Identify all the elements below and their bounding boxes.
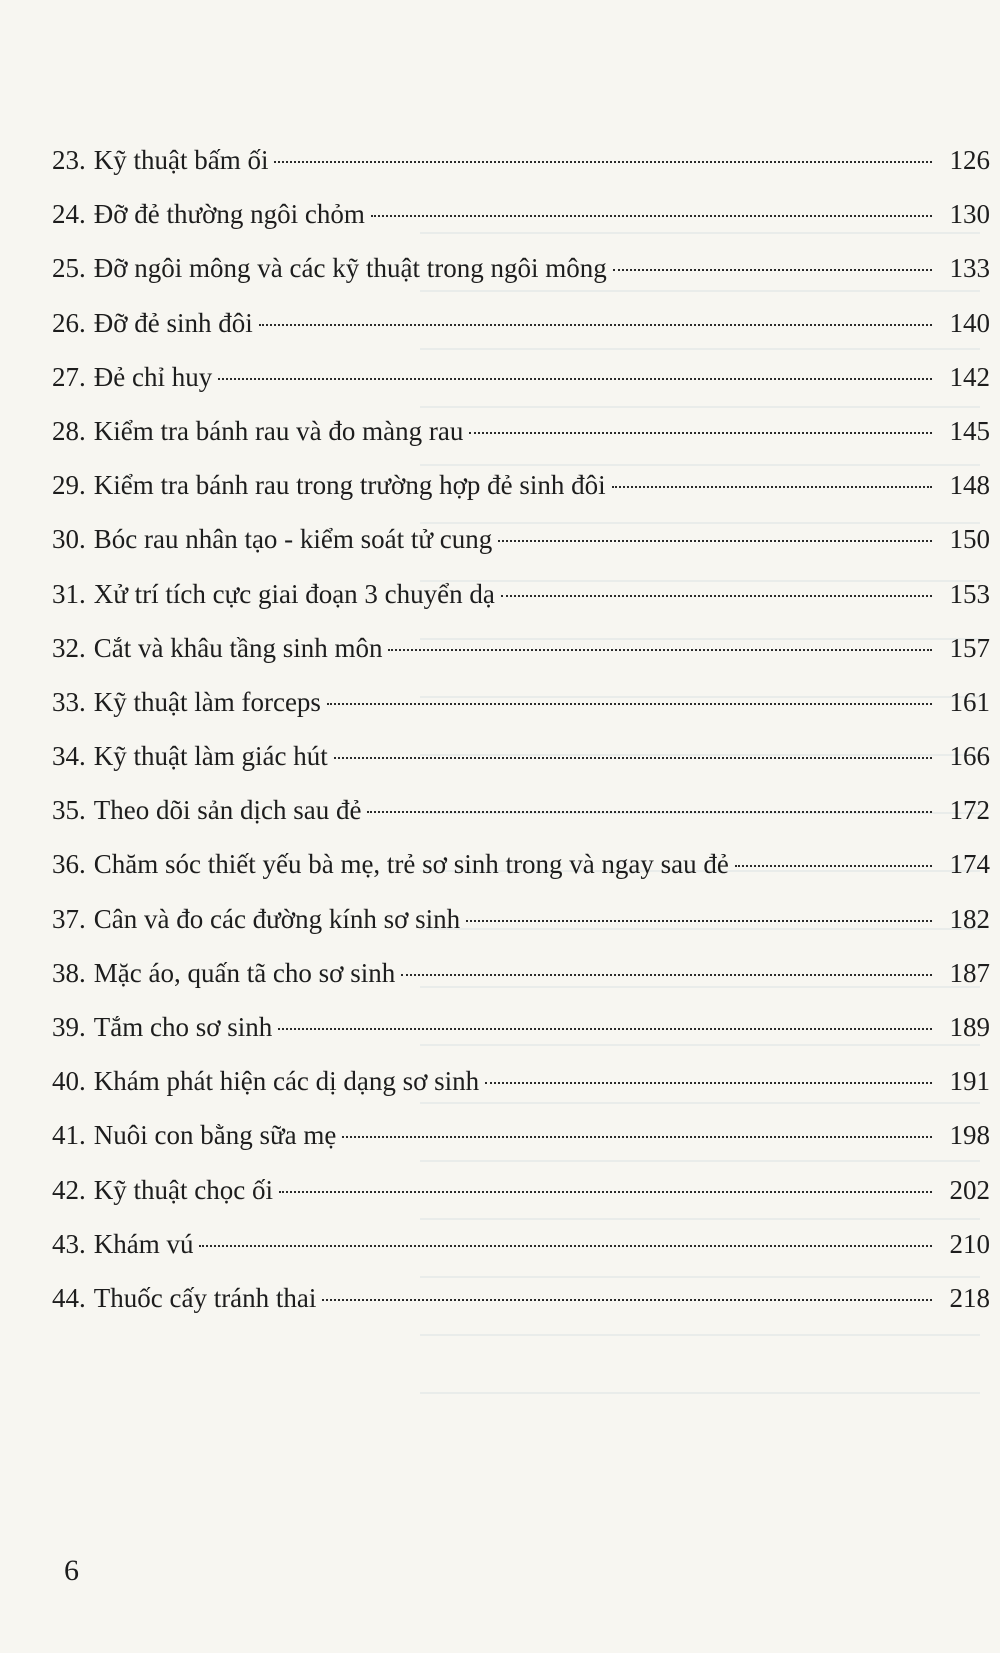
toc-entry-number: 37. [52, 903, 86, 934]
toc-entry [52, 740, 990, 794]
toc-entry [52, 1282, 990, 1336]
toc-entry [52, 361, 990, 415]
toc-entry-page: 133 [949, 253, 990, 284]
toc-entry [52, 523, 990, 577]
toc-entry-title: Xử trí tích cực giai đoạn 3 chuyển dạ [93, 578, 495, 609]
toc-entry-page: 126 [949, 145, 990, 175]
toc-entry-title: Kỹ thuật bấm ối [93, 145, 269, 175]
toc-entry-number: 44. [52, 1282, 86, 1313]
toc-entry-number: 36. [52, 849, 86, 880]
toc-entry [52, 1011, 990, 1065]
toc-entry-title: Bóc rau nhân tạo - kiểm soát tử cung [93, 524, 493, 555]
toc-entry [52, 1174, 990, 1228]
toc-entry-title: Đẻ chỉ huy [93, 361, 213, 392]
toc-entry-number: 33. [52, 686, 86, 717]
toc-entry-number: 24. [52, 199, 86, 230]
toc-dot-leader [735, 865, 932, 867]
toc-entry [52, 144, 990, 198]
toc-entry [52, 198, 990, 252]
toc-dot-leader [485, 1082, 932, 1084]
toc-entry-title: Đỡ ngôi mông và các kỹ thuật trong ngôi mông [93, 253, 607, 284]
toc-entry-page: 157 [949, 632, 990, 663]
toc-dot-leader [371, 215, 932, 217]
toc-entry-page: 145 [949, 415, 990, 446]
toc-entry-page: 130 [949, 199, 990, 230]
toc-entry [52, 1228, 990, 1282]
toc-entry [52, 1065, 990, 1119]
toc-entry-title: Kỹ thuật làm giác hút [93, 741, 328, 772]
toc-entry-page: 182 [949, 903, 990, 934]
toc-entry-page: 172 [949, 795, 990, 826]
toc-entry [52, 469, 990, 523]
toc-entry-page: 189 [949, 1012, 990, 1042]
toc-dot-leader [498, 540, 932, 542]
toc-entry [52, 794, 990, 848]
toc-entry [52, 957, 990, 1011]
toc-entry [52, 415, 990, 469]
toc-dot-leader [401, 974, 932, 976]
toc-entry-number: 35. [52, 795, 86, 826]
toc-entry-title: Đỡ đẻ thường ngôi chỏm [93, 199, 365, 230]
toc-entry [52, 848, 990, 902]
toc-entry [52, 632, 990, 686]
toc-entry-title: Nuôi con bằng sữa mẹ [93, 1120, 337, 1151]
toc-entry [52, 1119, 990, 1173]
toc-entry [52, 307, 990, 361]
toc-entry-page: 187 [949, 957, 990, 988]
toc-entry-page: 174 [949, 849, 990, 880]
toc-entry-page: 198 [949, 1120, 990, 1151]
toc-entry-number: 43. [52, 1228, 86, 1259]
toc-entry-page: 153 [949, 578, 990, 609]
toc-entry-page: 148 [949, 470, 990, 501]
toc-entry-number: 28. [52, 415, 86, 446]
toc-dot-leader [469, 432, 932, 434]
toc-entry-page: 166 [949, 741, 990, 772]
toc-entry-title: Cân và đo các đường kính sơ sinh [93, 903, 461, 934]
toc-entry-title: Kỹ thuật làm forceps [93, 686, 321, 717]
toc-entry-page: 142 [949, 361, 990, 392]
toc-entry-page: 150 [949, 524, 990, 555]
toc-entry [52, 578, 990, 632]
toc-entry-number: 25. [52, 253, 86, 284]
toc-entry-page: 218 [949, 1282, 990, 1313]
toc-entry-title: Kiểm tra bánh rau trong trường hợp đẻ sinh đôi [93, 470, 606, 501]
toc-entry-number: 41. [52, 1120, 86, 1151]
toc-entry-title: Khám vú [93, 1228, 194, 1259]
toc-entry-title: Mặc áo, quấn tã cho sơ sinh [93, 957, 396, 988]
toc-dot-leader [367, 811, 932, 813]
toc-entry-number: 40. [52, 1066, 86, 1097]
toc-dot-leader [274, 161, 932, 163]
toc-entry-number: 38. [52, 957, 86, 988]
toc-entry-number: 27. [52, 361, 86, 392]
toc-dot-leader [218, 378, 932, 380]
toc-entry-title: Cắt và khâu tầng sinh môn [93, 632, 383, 663]
toc-entry-title: Đỡ đẻ sinh đôi [93, 307, 253, 338]
toc-entry-number: 31. [52, 578, 86, 609]
toc-dot-leader [322, 1299, 932, 1301]
toc-dot-leader [388, 649, 932, 651]
toc-entry-page: 140 [949, 307, 990, 338]
toc-entry-page: 202 [949, 1174, 990, 1205]
toc-dot-leader [279, 1191, 932, 1193]
toc-entry-number: 42. [52, 1174, 86, 1205]
toc-entry-title: Thuốc cấy tránh thai [93, 1282, 317, 1313]
toc-entry [52, 903, 990, 957]
table-of-contents [52, 144, 990, 1336]
toc-dot-leader [466, 920, 932, 922]
toc-dot-leader [278, 1028, 932, 1030]
toc-dot-leader [199, 1245, 932, 1247]
toc-entry-number: 32. [52, 632, 86, 663]
toc-dot-leader [334, 757, 932, 759]
toc-dot-leader [613, 269, 932, 271]
toc-entry-number: 30. [52, 524, 86, 555]
toc-entry [52, 252, 990, 306]
toc-entry [52, 686, 990, 740]
toc-entry-page: 191 [949, 1066, 990, 1097]
toc-entry-title: Theo dõi sản dịch sau đẻ [93, 795, 362, 826]
toc-entry-title: Kỹ thuật chọc ối [93, 1174, 273, 1205]
toc-entry-number: 23. [52, 145, 86, 175]
toc-dot-leader [501, 595, 932, 597]
toc-entry-title: Khám phát hiện các dị dạng sơ sinh [93, 1066, 480, 1097]
toc-entry-title: Chăm sóc thiết yếu bà mẹ, trẻ sơ sinh trong và ngay sau đẻ [93, 849, 729, 880]
toc-dot-leader [327, 703, 932, 705]
toc-entry-title: Tắm cho sơ sinh [93, 1012, 273, 1042]
toc-dot-leader [259, 324, 932, 326]
toc-entry-number: 34. [52, 741, 86, 772]
toc-dot-leader [612, 486, 932, 488]
toc-entry-title: Kiểm tra bánh rau và đo màng rau [93, 415, 464, 446]
page-number: 6 [64, 1554, 79, 1587]
toc-entry-number: 29. [52, 470, 86, 501]
toc-dot-leader [342, 1136, 932, 1138]
toc-entry-page: 161 [949, 686, 990, 717]
toc-entry-page: 210 [949, 1228, 990, 1259]
toc-entry-number: 26. [52, 307, 86, 338]
toc-entry-number: 39. [52, 1012, 86, 1042]
